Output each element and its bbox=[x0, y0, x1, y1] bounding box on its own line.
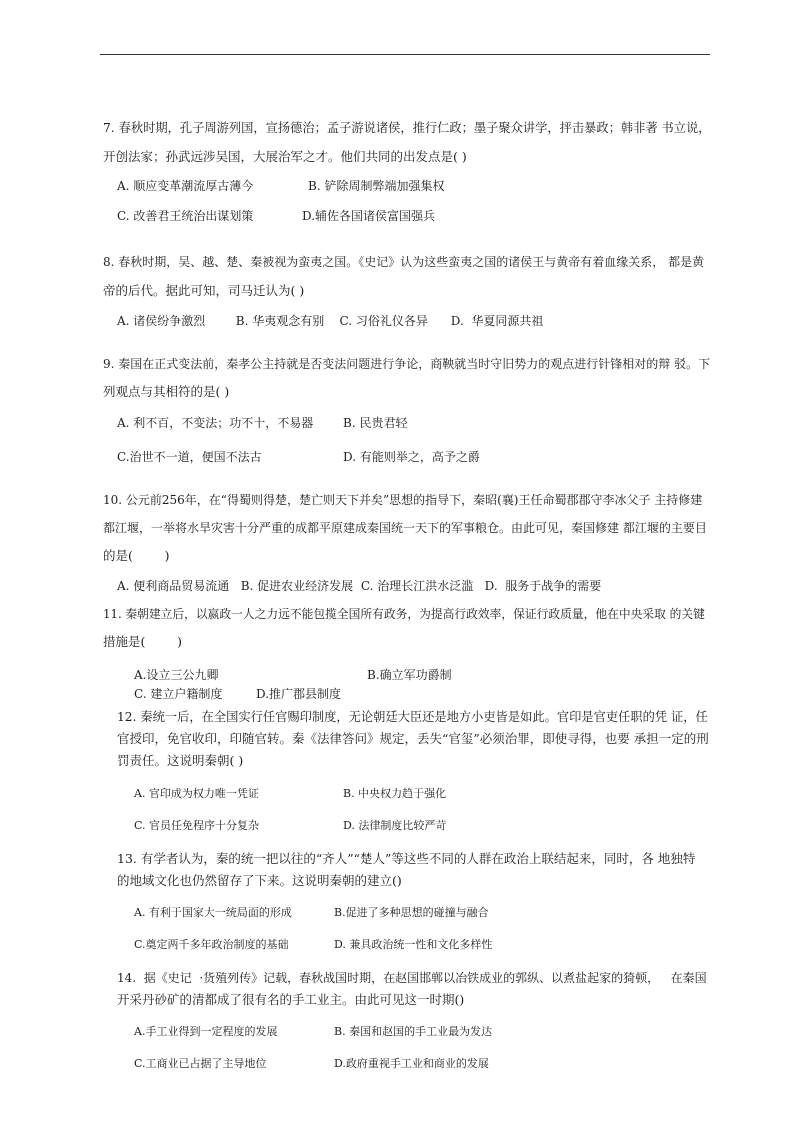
q11-stem-line2: 措施是( ) bbox=[103, 634, 183, 649]
q9-stem-line2: 列观点与其相符的是( ) bbox=[103, 384, 230, 399]
q14-option-c: C.工商业已占据了主导地位 bbox=[134, 1057, 267, 1070]
q7-stem-line1: 7. 春秋时期，孔子周游列国，宣扬德治；孟子游说诸侯，推行仁政；墨子聚众讲学，抨击暴政；韩非著 书立说， bbox=[103, 121, 711, 135]
q7-option-c: C. 改善君王统治出谋划策 bbox=[117, 209, 254, 223]
q12-stem-line3: 罚责任。这说明秦朝( ) bbox=[117, 753, 244, 768]
q14-option-a: A.手工业得到一定程度的发展 bbox=[134, 1025, 278, 1038]
q12-stem-line2: 官授印，免官收印，印随官转。秦《法律答问》规定，丢失“官玺”必须治罪，即使寻得，也要 承担一定的刑 bbox=[117, 731, 709, 746]
q10-stem-line3: 的是( ) bbox=[103, 548, 170, 563]
q11-stem-line1: 11. 秦朝建立后，以嬴政一人之力远不能包揽全国所有政务，为提高行政效率，保证行政质量，他在中央采取 的关键 bbox=[103, 607, 705, 621]
q14-option-d: D.政府重视手工业和商业的发展 bbox=[334, 1057, 489, 1070]
q13-option-c: C.奠定两千多年政治制度的基础 bbox=[134, 938, 289, 951]
q12-option-a: A. 官印成为权力唯一凭证 bbox=[134, 787, 259, 800]
q13-stem-line2: 的地域文化也仍然留存了下来。这说明秦朝的建立() bbox=[117, 873, 402, 888]
q9-stem-line1: 9. 秦国在正式变法前，秦孝公主持就是否变法问题进行争论，商鞅就当时守旧势力的观点进行针锋相对的辩 驳。下 bbox=[103, 357, 711, 371]
q11-option-c: C. 建立户籍制度 bbox=[134, 687, 223, 701]
q11-option-d: D.推广郡县制度 bbox=[256, 687, 342, 701]
q10-stem-line1: 10. 公元前256年，在“得蜀则得楚，楚亡则天下并矣”思想的指导下，秦昭(襄)王任命蜀郡郡守李冰父子 主持修建 bbox=[103, 493, 703, 507]
q12-option-d: D. 法律制度比较严苛 bbox=[343, 819, 447, 832]
q11-option-b: B.确立军功爵制 bbox=[367, 668, 452, 682]
q9-option-a: A. 利不百，不变法；功不十，不易器 bbox=[117, 416, 314, 430]
q14-stem-line1: 14. 据《史记 ·货殖列传》记载，春秋战国时期，在赵国邯郸以冶铁成业的郭纵、以煮盐起家的猗顿， 在秦国 bbox=[117, 971, 707, 985]
q12-option-b: B. 中央权力趋于强化 bbox=[343, 787, 447, 800]
q14-stem-line2: 开采丹砂矿的清都成了很有名的手工业主。由此可见这一时期() bbox=[117, 992, 465, 1007]
q13-stem-line1: 13. 有学者认为，秦的统一把以往的“齐人”“楚人”等这些不同的人群在政治上联结起来，同时，各 地独特 bbox=[117, 851, 696, 866]
q12-option-c: C. 官员任免程序十分复杂 bbox=[134, 819, 260, 832]
q7-option-d: D.辅佐各国诸侯富国强兵 bbox=[302, 209, 436, 223]
q7-stem-line2: 开创法家；孙武远涉吴国，大展治军之才。他们共同的出发点是( ) bbox=[103, 149, 467, 164]
q8-stem-line2: 帝的后代。据此可知，司马迁认为( ) bbox=[103, 283, 305, 298]
q14-option-b: B. 秦国和赵国的手工业最为发达 bbox=[334, 1025, 493, 1038]
q13-option-d: D. 兼具政治统一性和文化多样性 bbox=[334, 938, 493, 951]
q8-options: A. 诸侯纷争激烈 B. 华夷观念有别 C. 习俗礼仪各异 D. 华夏同源共祖 bbox=[117, 314, 544, 328]
q13-option-a: A. 有利于国家大一统局面的形成 bbox=[134, 906, 292, 919]
q7-option-a: A. 顺应变革潮流厚古薄今 bbox=[117, 179, 254, 193]
q10-options: A. 便利商品贸易流通 B. 促进农业经济发展 C. 治理长江洪水泛滥 D. 服务于战争的需要 bbox=[117, 579, 602, 593]
q10-stem-line2: 都江堰，一举将水旱灾害十分严重的成都平原建成秦国统一天下的军事粮仓。由此可见，秦国修建 都江堰的主要目 bbox=[103, 521, 707, 535]
q8-stem-line1: 8. 春秋时期，吴、越、楚、秦被视为蛮夷之国。《史记》认为这些蛮夷之国的诸侯王与黄帝有着血缘关系， 都是黄 bbox=[103, 255, 705, 269]
q7-option-b: B. 铲除周制弊端加强集权 bbox=[308, 179, 445, 193]
q13-option-b: B.促进了多种思想的碰撞与融合 bbox=[334, 906, 489, 919]
q9-option-d: D. 有能则举之，高予之爵 bbox=[343, 450, 480, 464]
q11-option-a: A.设立三公九卿 bbox=[134, 668, 219, 682]
q9-option-c: C.治世不一道，便国不法古 bbox=[117, 450, 262, 464]
q12-stem-line1: 12. 秦统一后，在全国实行任官赐印制度，无论朝廷大臣还是地方小吏皆是如此。官印是官吏任职的凭 证，任 bbox=[117, 710, 708, 724]
header-rule bbox=[100, 54, 710, 55]
q9-option-b: B. 民贵君轻 bbox=[343, 416, 408, 430]
